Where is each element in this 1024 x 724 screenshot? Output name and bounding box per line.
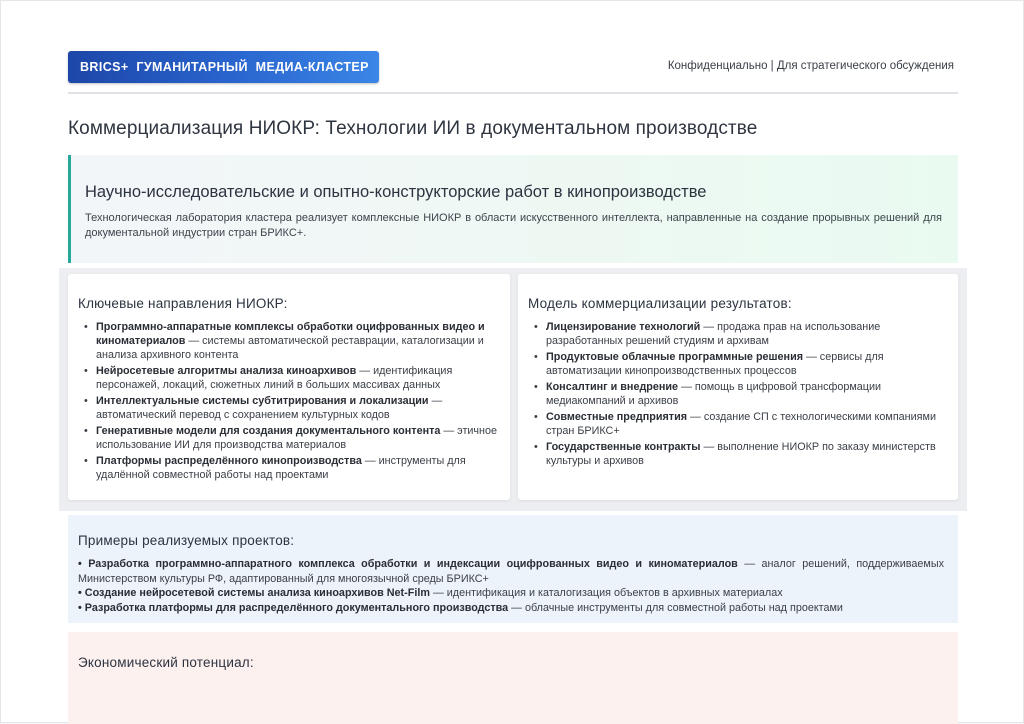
list-item: • Консалтинг и внедрение — помощь в цифровой трансформации медиакомпаний и архивов — [528, 380, 948, 408]
list-item: • Нейросетевые алгоритмы анализа киноархивов — идентификация персонажей, локаций, сюжетных линий в больших массивах данных — [78, 364, 500, 392]
rnd-directions-card — [68, 274, 510, 500]
intro-section — [68, 155, 958, 263]
list-item: • Интеллектуальные системы субтитрирования и локализации — автоматический перевод с сохранением культурных кодов — [78, 394, 500, 422]
page-title: Коммерциализация НИОКР: Технологии ИИ в документальном производстве — [68, 118, 758, 139]
intro-text: Технологическая лаборатория кластера реализует комплексные НИОКР в области искусственного интеллекта, направленные на создание прорывных решений для документальной индустрии стран БРИКС+. — [85, 212, 942, 239]
project-example: • Создание нейросетевой системы анализа киноархивов Net-Film — идентификация и каталогизация объектов в архивных материалах — [78, 587, 783, 599]
project-examples-heading: Примеры реализуемых проектов: — [78, 533, 295, 548]
project-example: • Разработка программно-аппаратного комплекса обработки и индексации оцифрованных видео и киноматериалов — аналог решений, поддерживаемых Министерством культуры РФ, адаптированный для многоязычной среды БРИКС+ — [78, 558, 945, 585]
project-examples-section — [68, 515, 958, 623]
list-item: • Платформы распределённого кинопроизводства — инструменты для удалённой совместной работы над проектами — [78, 454, 500, 482]
commercialization-heading: Модель коммерциализации результатов: — [528, 296, 792, 311]
project-example: • Разработка платформы для распределённого документального производства — облачные инструменты для совместной работы над проектами — [78, 601, 843, 614]
rnd-directions-heading: Ключевые направления НИОКР: — [78, 296, 288, 311]
commercialization-model-card — [518, 274, 958, 500]
header-divider — [68, 92, 958, 94]
list-item: • Лицензирование технологий — продажа прав на использование разработанных решений студиям и архивам — [528, 320, 948, 348]
list-item: • Государственные контракты — выполнение НИОКР по заказу министерств культуры и архивов — [528, 440, 948, 468]
rnd-directions-list — [78, 320, 500, 482]
list-item: • Продуктовые облачные программные решения — сервисы для автоматизации кинопроизводственных процессов — [528, 350, 948, 378]
commercialization-list — [528, 320, 948, 468]
economic-potential-heading: Экономический потенциал: — [78, 655, 254, 670]
brand-banner: BRICS+ ГУМАНИТАРНЫЙ МЕДИА-КЛАСТЕР — [68, 51, 379, 83]
header — [68, 51, 958, 83]
list-item: • Совместные предприятия — создание СП с технологическими компаниями стран БРИКС+ — [528, 410, 948, 438]
confidentiality-note: Конфиденциально | Для стратегического обсуждения — [667, 60, 954, 72]
intro-heading: Научно-исследовательские и опытно-конструкторские работ в кинопроизводстве — [85, 183, 707, 201]
economic-potential-section — [68, 632, 958, 724]
list-item: • Генеративные модели для создания документального контента — этичное использование ИИ для производства материалов — [78, 424, 500, 452]
list-item: • Программно-аппаратные комплексы обработки оцифрованных видео и киноматериалов — системы автоматической реставрации, каталогизации и анализа архивного контента — [78, 320, 500, 362]
